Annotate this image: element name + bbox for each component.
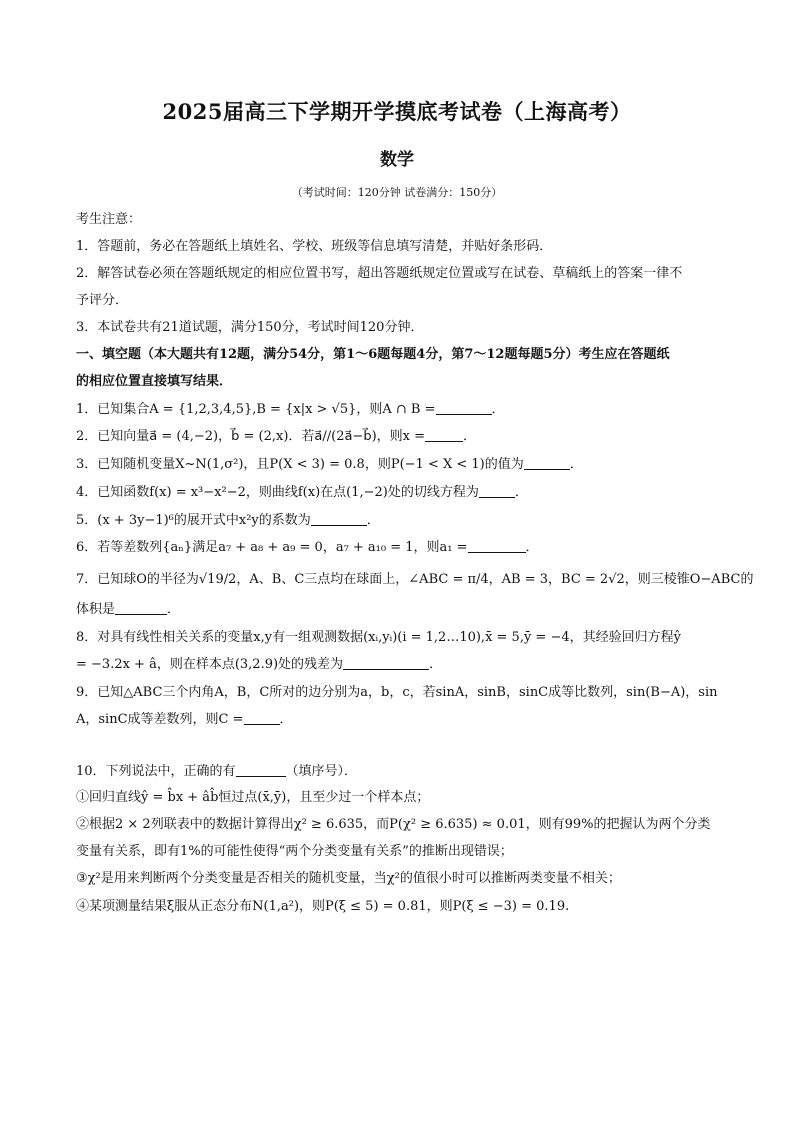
question-9-cont bbox=[76, 711, 724, 729]
question-4 bbox=[76, 484, 724, 502]
answer-blank bbox=[311, 513, 367, 526]
question-8 bbox=[76, 629, 724, 647]
question-end: ． bbox=[366, 513, 380, 528]
answer-blank bbox=[436, 402, 492, 415]
notice-item: 1．答题前，务必在答题纸上填姓名、学校、班级等信息填写清楚，并贴好条形码． bbox=[76, 239, 553, 254]
question-text: 6．若等差数列{aₙ}满足a₇ + a₈ + a₉ = 0，a₇ + a₁₀ = 1，则a₁ = bbox=[76, 540, 468, 555]
question-2 bbox=[76, 428, 724, 446]
question-end: ． bbox=[463, 429, 477, 444]
question-end: ． bbox=[279, 712, 293, 727]
answer-blank bbox=[244, 712, 280, 725]
notice-item: 2．解答试卷必须在答题纸规定的相应位置书写，超出答题纸规定位置或写在试卷、草稿纸上的答案一律不 bbox=[76, 266, 683, 281]
question-10 bbox=[76, 763, 724, 781]
question-end: ． bbox=[514, 485, 528, 500]
question-end: （填序号）． bbox=[285, 764, 358, 779]
exam-info: （考试时间：120分钟 试卷满分：150分） bbox=[291, 186, 503, 199]
question-1 bbox=[76, 401, 724, 419]
question-6 bbox=[76, 539, 724, 557]
question-end: ． bbox=[167, 602, 181, 617]
question-end: ． bbox=[429, 657, 443, 672]
question-end: ． bbox=[569, 457, 583, 472]
question-end: ． bbox=[491, 402, 505, 417]
q10-option-2: ②根据2 × 2列联表中的数据计算得出χ² ≥ 6.635，而P(χ² ≥ 6.635) ≈ 0.01，则有99%的把握认为两个分类 bbox=[76, 817, 711, 832]
question-text: A，sinC成等差数列，则C = bbox=[76, 712, 244, 727]
question-3 bbox=[76, 456, 724, 474]
question-7-cont bbox=[76, 601, 724, 619]
q10-option-4: ④某项测量结果ξ服从正态分布N(1,a²)，则P(ξ ≤ 5) = 0.81，则P(ξ ≤ −3) = 0.19. bbox=[76, 899, 570, 914]
question-text: 体积是 bbox=[76, 602, 116, 617]
question-8-cont bbox=[76, 656, 724, 674]
notice-heading: 考生注意： bbox=[76, 212, 142, 227]
question-text: 2．已知向量a⃗ = (4,−2)，b⃗ = (2,x)．若a⃗//(2a⃗−b⃗)，则x = bbox=[76, 429, 426, 444]
question-text: 1．已知集合A = {1,2,3,4,5},B = {x|x > √5}，则A ∩ B = bbox=[76, 402, 436, 417]
question-text: 3．已知随机变量X~N(1,σ²)，且P(X < 3) = 0.8，则P(−1 < X < 1)的值为 bbox=[76, 457, 524, 472]
answer-blank bbox=[524, 457, 570, 470]
question-5 bbox=[76, 512, 724, 530]
q10-option-1: ①回归直线ŷ = b̂x + âb̂恒过点(x̄,ȳ)，且至少过一个样本点； bbox=[76, 790, 430, 805]
section-heading: 一、填空题（本大题共有12题，满分54分，第1～6题每题4分，第7～12题每题5分）考生应在答题纸 bbox=[76, 347, 670, 362]
q10-option-3: ③χ²是用来判断两个分类变量是否相关的随机变量，当χ²的值很小时可以推断两类变量不相关； bbox=[76, 871, 621, 886]
question-text: 10．下列说法中，正确的有 bbox=[76, 764, 236, 779]
question-text: 8．对具有线性相关关系的变量x,y有一组观测数据(xᵢ,yᵢ)(i = 1,2…10),x̄ = 5,ȳ = −4，其经验回归方程ŷ bbox=[76, 630, 681, 645]
question-9 bbox=[76, 684, 724, 702]
answer-blank bbox=[479, 485, 515, 498]
answer-blank bbox=[236, 764, 286, 777]
answer-blank bbox=[115, 602, 167, 615]
question-text: 4．已知函数f(x) = x³−x²−2，则曲线f(x)在点(1,−2)处的切线方程为 bbox=[76, 485, 479, 500]
notice-item: 予评分． bbox=[76, 293, 129, 308]
question-text: = −3.2x + â，则在样本点(3,2.9)处的残差为 bbox=[76, 657, 344, 672]
notice-item: 3．本试卷共有21道试题，满分150分，考试时间120分钟． bbox=[76, 320, 424, 335]
question-text: 5．(x + 3y−1)⁶的展开式中x²y的系数为 bbox=[76, 513, 311, 528]
section-heading-cont: 的相应位置直接填写结果． bbox=[76, 374, 233, 389]
answer-blank bbox=[343, 657, 429, 670]
answer-blank bbox=[468, 540, 526, 553]
question-end: ． bbox=[525, 540, 539, 555]
answer-blank bbox=[425, 429, 463, 442]
subject-title: 数学 bbox=[380, 150, 414, 170]
question-text: 7．已知球O的半径为√19/2，A、B、C三点均在球面上，∠ABC = π/4，AB = 3，BC = 2√2，则三棱锥O−ABC的 bbox=[76, 572, 754, 587]
page-title: 2025届高三下学期开学摸底考试卷（上海高考） bbox=[162, 99, 632, 124]
question-7 bbox=[76, 571, 754, 589]
q10-option-2-cont: 变量有关系，即有1%的可能性使得“两个分类变量有关系”的推断出现错误； bbox=[76, 844, 513, 859]
question-text: 9．已知△ABC三个内角A，B，C所对的边分别为a，b，c，若sinA，sinB，sinC成等比数列，sin(B−A)，sin bbox=[76, 685, 718, 700]
